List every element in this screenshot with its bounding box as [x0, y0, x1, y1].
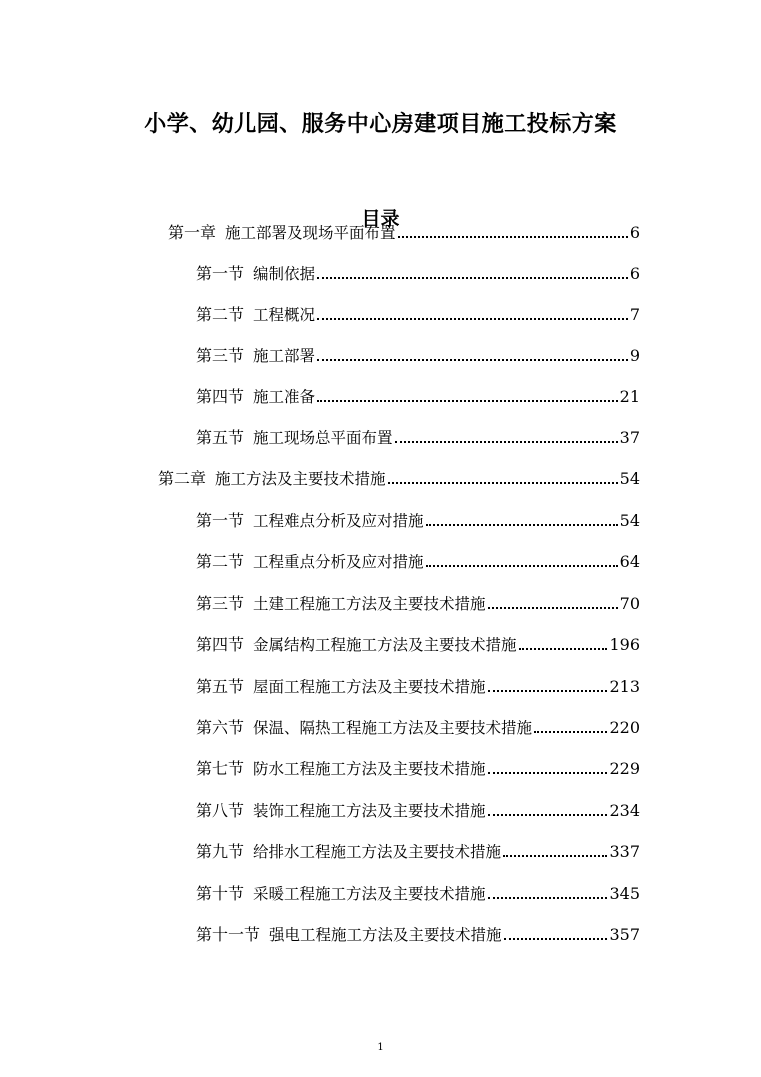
toc-entry-page: 337 [609, 842, 640, 861]
toc-dot-leader [488, 771, 608, 774]
toc-entry-section-2-2[interactable] [196, 550, 640, 574]
toc-entry-page: 37 [619, 428, 640, 447]
toc-entry-chapter-1[interactable] [168, 221, 640, 245]
toc-dot-leader [503, 854, 607, 857]
toc-entry-title: 工程重点分析及应对措施 [253, 553, 424, 571]
toc-dot-leader [488, 689, 608, 692]
toc-dot-leader [395, 440, 618, 443]
toc-entry-number: 第一节 [196, 511, 245, 530]
toc-entry-page: 21 [619, 387, 640, 406]
toc-entry-title: 工程概况 [253, 306, 316, 324]
toc-entry-number: 第三节 [196, 346, 245, 365]
toc-dot-leader [317, 399, 618, 402]
toc-entry-page: 357 [609, 925, 640, 944]
toc-entry-title: 防水工程施工方法及主要技术措施 [253, 760, 486, 778]
toc-entry-title: 装饰工程施工方法及主要技术措施 [253, 802, 486, 820]
toc-entry-page: 213 [609, 677, 640, 696]
toc-entry-section-2-8[interactable] [196, 799, 640, 823]
toc-entry-section-2-11[interactable] [196, 923, 640, 947]
page-number: 1 [377, 1042, 384, 1053]
toc-entry-title: 采暖工程施工方法及主要技术措施 [253, 885, 486, 903]
toc-dot-leader [504, 937, 608, 940]
toc-entry-section-2-4[interactable] [196, 633, 640, 657]
toc-entry-section-1-4[interactable] [196, 385, 640, 409]
toc-entry-number: 第二节 [196, 305, 245, 324]
toc-entry-title: 工程难点分析及应对措施 [253, 512, 424, 530]
toc-dot-leader [519, 647, 608, 650]
toc-entry-title: 保温、隔热工程施工方法及主要技术措施 [253, 719, 533, 737]
toc-entry-title: 施工部署 [253, 347, 316, 365]
toc-entry-page: 54 [619, 511, 640, 530]
toc-entry-number: 第十一节 [196, 925, 261, 944]
toc-entry-number: 第二章 [158, 469, 207, 488]
toc-dot-leader [488, 813, 608, 816]
toc-entry-number: 第七节 [196, 759, 245, 778]
toc-entry-number: 第四节 [196, 387, 245, 406]
toc-entry-number: 第二节 [196, 552, 245, 571]
toc-dot-leader [534, 730, 607, 733]
document-title: 小学、幼儿园、服务中心房建项目施工投标方案 [144, 111, 617, 137]
toc-dot-leader [388, 481, 618, 484]
toc-dot-leader [398, 235, 628, 238]
toc-entry-title: 土建工程施工方法及主要技术措施 [253, 595, 486, 613]
toc-heading: 目录 [361, 207, 400, 230]
toc-entry-page: 54 [619, 469, 640, 488]
toc-entry-chapter-2[interactable] [158, 467, 640, 491]
toc-dot-leader [426, 564, 618, 567]
toc-entry-section-2-1[interactable] [196, 509, 640, 533]
toc-entry-title: 编制依据 [253, 265, 316, 283]
toc-entry-title: 施工方法及主要技术措施 [215, 470, 386, 488]
toc-entry-section-1-3[interactable] [196, 344, 640, 368]
toc-entry-page: 220 [609, 718, 640, 737]
toc-entry-page: 7 [629, 305, 640, 324]
toc-entry-page: 196 [609, 635, 640, 654]
toc-entry-section-1-1[interactable] [196, 262, 640, 286]
toc-entry-number: 第一节 [196, 264, 245, 283]
toc-entry-title: 强电工程施工方法及主要技术措施 [269, 926, 502, 944]
toc-entry-number: 第五节 [196, 677, 245, 696]
toc-entry-section-2-6[interactable] [196, 716, 640, 740]
toc-entry-title: 给排水工程施工方法及主要技术措施 [253, 843, 502, 861]
toc-entry-number: 第一章 [168, 223, 217, 242]
toc-entry-page: 345 [609, 884, 640, 903]
toc-dot-leader [317, 358, 628, 361]
toc-entry-section-2-7[interactable] [196, 757, 640, 781]
toc-entry-title: 施工现场总平面布置 [253, 429, 393, 447]
toc-entry-section-2-9[interactable] [196, 840, 640, 864]
toc-entry-page: 6 [629, 223, 640, 242]
toc-entry-page: 229 [609, 759, 640, 778]
toc-entry-number: 第九节 [196, 842, 245, 861]
toc-entry-section-1-5[interactable] [196, 426, 640, 450]
toc-entry-number: 第六节 [196, 718, 245, 737]
toc-dot-leader [317, 317, 628, 320]
toc-entry-section-2-3[interactable] [196, 592, 640, 616]
toc-entry-title: 屋面工程施工方法及主要技术措施 [253, 678, 486, 696]
toc-dot-leader [317, 276, 628, 279]
toc-entry-section-2-10[interactable] [196, 882, 640, 906]
toc-entry-number: 第三节 [196, 594, 245, 613]
toc-entry-number: 第八节 [196, 801, 245, 820]
toc-entry-page: 6 [629, 264, 640, 283]
toc-entry-number: 第五节 [196, 428, 245, 447]
toc-dot-leader [488, 896, 608, 899]
toc-entry-title: 施工准备 [253, 388, 316, 406]
toc-entry-page: 234 [609, 801, 640, 820]
toc-entry-number: 第十节 [196, 884, 245, 903]
toc-entry-title: 金属结构工程施工方法及主要技术措施 [253, 636, 517, 654]
toc-dot-leader [426, 523, 618, 526]
toc-entry-number: 第四节 [196, 635, 245, 654]
toc-entry-section-1-2[interactable] [196, 303, 640, 327]
toc-entry-page: 64 [619, 552, 640, 571]
toc-entry-section-2-5[interactable] [196, 675, 640, 699]
toc-entry-page: 70 [619, 594, 640, 613]
toc-entry-title: 施工部署及现场平面布置 [225, 224, 396, 242]
toc-dot-leader [488, 606, 618, 609]
toc-entry-page: 9 [629, 346, 640, 365]
